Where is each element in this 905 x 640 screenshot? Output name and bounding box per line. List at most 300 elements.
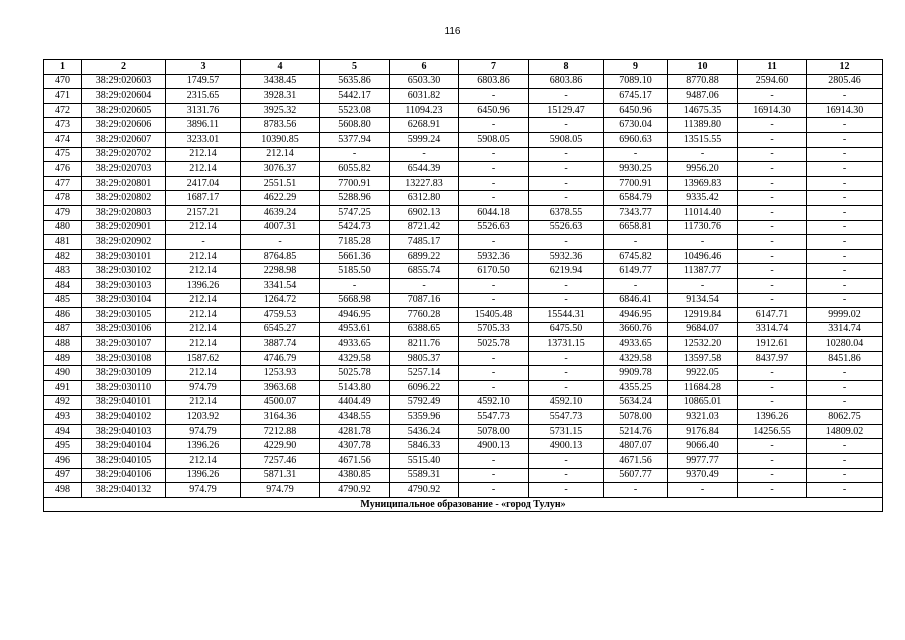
table-cell: 473 (44, 118, 82, 133)
table-cell: 5999.24 (390, 132, 459, 147)
table-row (44, 424, 883, 439)
table-cell: 6803.86 (529, 74, 604, 89)
table-cell: 4592.10 (459, 395, 529, 410)
table-cell: 6312.80 (390, 191, 459, 206)
table-row (44, 395, 883, 410)
table-cell: 2298.98 (241, 264, 320, 279)
table-row (44, 147, 883, 162)
table-cell: 7485.17 (390, 235, 459, 250)
table-cell: 5257.14 (390, 366, 459, 381)
table-cell: 11094.23 (390, 103, 459, 118)
table-cell: - (807, 454, 883, 469)
table-cell: 6745.82 (604, 249, 668, 264)
table-row (44, 220, 883, 235)
table-cell: 14675.35 (668, 103, 738, 118)
table-cell: 495 (44, 439, 82, 454)
table-cell: 38:29:020902 (82, 235, 166, 250)
table-cell: 3233.01 (166, 132, 241, 147)
table-cell: 212.14 (166, 220, 241, 235)
table-cell: 3076.37 (241, 162, 320, 177)
table-cell: - (390, 147, 459, 162)
table-cell: - (807, 220, 883, 235)
table-cell: 9922.05 (668, 366, 738, 381)
table-cell: 5747.25 (320, 205, 390, 220)
table-cell: 4592.10 (529, 395, 604, 410)
table-cell: 38:29:020606 (82, 118, 166, 133)
table-cell: 10280.04 (807, 337, 883, 352)
table-cell: 9487.06 (668, 89, 738, 104)
table-cell: 7089.10 (604, 74, 668, 89)
column-header: 8 (529, 60, 604, 75)
table-cell: 478 (44, 191, 82, 206)
table-cell: - (807, 89, 883, 104)
table-cell: 1587.62 (166, 351, 241, 366)
table-cell: 9066.40 (668, 439, 738, 454)
table-cell: 6902.13 (390, 205, 459, 220)
table-row (44, 439, 883, 454)
table-cell: - (459, 235, 529, 250)
table-row (44, 410, 883, 425)
table-cell: 14256.55 (738, 424, 807, 439)
table-cell: 4229.90 (241, 439, 320, 454)
table-cell: 5359.96 (390, 410, 459, 425)
table-cell: 212.14 (166, 395, 241, 410)
table-cell: 1203.92 (166, 410, 241, 425)
table-cell: - (529, 454, 604, 469)
table-cell: 487 (44, 322, 82, 337)
table-cell: 491 (44, 381, 82, 396)
table-cell: 8764.85 (241, 249, 320, 264)
table-cell: 6450.96 (604, 103, 668, 118)
table-cell: - (529, 118, 604, 133)
table-cell: 6855.74 (390, 264, 459, 279)
table-cell: 38:29:020604 (82, 89, 166, 104)
table-cell: - (807, 468, 883, 483)
table-cell: 11387.77 (668, 264, 738, 279)
table-cell: 4807.07 (604, 439, 668, 454)
table-cell: 5661.36 (320, 249, 390, 264)
table-cell: 4790.92 (390, 483, 459, 498)
table-cell: - (807, 205, 883, 220)
table-row (44, 366, 883, 381)
table-cell: - (529, 351, 604, 366)
table-cell: 8721.42 (390, 220, 459, 235)
table-row (44, 483, 883, 498)
table-cell: 38:29:040105 (82, 454, 166, 469)
table-cell: 6147.71 (738, 308, 807, 323)
table-cell: 974.79 (166, 381, 241, 396)
table-cell: 4933.65 (320, 337, 390, 352)
table-cell: 4329.58 (604, 351, 668, 366)
table-cell: - (807, 235, 883, 250)
table-cell: 12532.20 (668, 337, 738, 352)
table-cell: 38:29:020702 (82, 147, 166, 162)
table-cell: 9930.25 (604, 162, 668, 177)
table-cell: 9909.78 (604, 366, 668, 381)
table-cell: 4348.55 (320, 410, 390, 425)
table-cell: 472 (44, 103, 82, 118)
table-row (44, 132, 883, 147)
table-cell: - (807, 381, 883, 396)
table-cell: 4946.95 (320, 308, 390, 323)
table-row (44, 322, 883, 337)
table-cell: 9321.03 (668, 410, 738, 425)
table-row (44, 454, 883, 469)
table-row (44, 191, 883, 206)
table-cell: 2417.04 (166, 176, 241, 191)
footer-row (44, 497, 883, 512)
table-cell: 6899.22 (390, 249, 459, 264)
table-cell: 38:29:030105 (82, 308, 166, 323)
table-cell: 6658.81 (604, 220, 668, 235)
table-cell: 494 (44, 424, 82, 439)
table-cell: 5377.94 (320, 132, 390, 147)
table-cell: - (807, 264, 883, 279)
table-cell: 1253.93 (241, 366, 320, 381)
table-cell: 8062.75 (807, 410, 883, 425)
table-cell: 38:29:020605 (82, 103, 166, 118)
table-cell: 38:29:030104 (82, 293, 166, 308)
table-cell: 486 (44, 308, 82, 323)
table-row (44, 468, 883, 483)
table-cell: 38:29:040132 (82, 483, 166, 498)
table-cell: 1912.61 (738, 337, 807, 352)
table-cell: - (459, 293, 529, 308)
table-cell: - (529, 89, 604, 104)
table-cell: 5442.17 (320, 89, 390, 104)
table-cell: 212.14 (166, 337, 241, 352)
table-cell: 5523.08 (320, 103, 390, 118)
table-cell: - (738, 366, 807, 381)
data-table (43, 59, 883, 512)
table-cell: 5025.78 (320, 366, 390, 381)
table-cell: 10865.01 (668, 395, 738, 410)
table-cell: 38:29:040101 (82, 395, 166, 410)
table-cell: - (459, 176, 529, 191)
table-cell: 6544.39 (390, 162, 459, 177)
table-cell: 9805.37 (390, 351, 459, 366)
table-row (44, 89, 883, 104)
table-cell: - (320, 147, 390, 162)
table-cell: 3164.36 (241, 410, 320, 425)
table-cell: 13731.15 (529, 337, 604, 352)
table-cell: 489 (44, 351, 82, 366)
table-cell: 6745.17 (604, 89, 668, 104)
table-cell: 5668.98 (320, 293, 390, 308)
table-cell: - (738, 454, 807, 469)
table-cell: 5792.49 (390, 395, 459, 410)
footer-title: Муниципальное образование - «город Тулун» (44, 497, 883, 512)
table-cell: 9999.02 (807, 308, 883, 323)
table-cell: - (390, 278, 459, 293)
column-header: 5 (320, 60, 390, 75)
table-cell: 38:29:030109 (82, 366, 166, 381)
table-cell: 493 (44, 410, 82, 425)
table-cell: 38:29:030107 (82, 337, 166, 352)
table-cell: 3928.31 (241, 89, 320, 104)
table-cell: 6503.30 (390, 74, 459, 89)
table-cell: - (738, 381, 807, 396)
table-cell: 2805.46 (807, 74, 883, 89)
table-cell: 8770.88 (668, 74, 738, 89)
table-cell: - (807, 366, 883, 381)
table-cell: 212.14 (166, 147, 241, 162)
table-cell: 4007.31 (241, 220, 320, 235)
table-cell: 1396.26 (166, 468, 241, 483)
table-cell: 38:29:020802 (82, 191, 166, 206)
table-cell: 8783.56 (241, 118, 320, 133)
table-cell: 38:29:030108 (82, 351, 166, 366)
table-cell: - (529, 162, 604, 177)
table-cell: 5078.00 (604, 410, 668, 425)
table-cell: 11684.28 (668, 381, 738, 396)
table-cell: 15405.48 (459, 308, 529, 323)
table-cell: - (668, 235, 738, 250)
table-cell: 6545.27 (241, 322, 320, 337)
table-cell: 974.79 (166, 483, 241, 498)
table-cell: 15544.31 (529, 308, 604, 323)
table-body (44, 74, 883, 497)
table-cell: 38:29:040103 (82, 424, 166, 439)
table-cell: - (738, 205, 807, 220)
table-cell: - (807, 249, 883, 264)
table-cell: 5731.15 (529, 424, 604, 439)
table-cell: - (529, 278, 604, 293)
table-cell: 4953.61 (320, 322, 390, 337)
header-row (44, 60, 883, 75)
table-cell: 5143.80 (320, 381, 390, 396)
table-cell: 498 (44, 483, 82, 498)
table-cell: 492 (44, 395, 82, 410)
table-cell: - (604, 235, 668, 250)
table-cell: 2157.21 (166, 205, 241, 220)
table-cell: 212.14 (166, 249, 241, 264)
table-cell: - (320, 278, 390, 293)
table-cell: 6149.77 (604, 264, 668, 279)
table-cell: 9370.49 (668, 468, 738, 483)
table-cell: - (529, 381, 604, 396)
table-cell: 1749.57 (166, 74, 241, 89)
table-cell: - (738, 220, 807, 235)
table-cell: - (738, 439, 807, 454)
column-header: 3 (166, 60, 241, 75)
table-cell: 4639.24 (241, 205, 320, 220)
table-cell: - (738, 235, 807, 250)
table-cell: 2315.65 (166, 89, 241, 104)
table-cell: - (807, 293, 883, 308)
table-cell: 6960.63 (604, 132, 668, 147)
table-cell: - (459, 278, 529, 293)
table-cell: 3314.74 (738, 322, 807, 337)
table-cell: 479 (44, 205, 82, 220)
table-cell: 5705.33 (459, 322, 529, 337)
column-header: 4 (241, 60, 320, 75)
table-cell: 7343.77 (604, 205, 668, 220)
table-cell: 5526.63 (459, 220, 529, 235)
table-cell: 3896.11 (166, 118, 241, 133)
table-cell: 488 (44, 337, 82, 352)
table-cell: - (668, 278, 738, 293)
table-cell: 15129.47 (529, 103, 604, 118)
table-cell: 5908.05 (459, 132, 529, 147)
table-cell: - (738, 176, 807, 191)
table-row (44, 278, 883, 293)
page-number: 116 (444, 26, 461, 37)
table-row (44, 249, 883, 264)
column-header: 2 (82, 60, 166, 75)
table-cell: 5908.05 (529, 132, 604, 147)
table-cell: 9176.84 (668, 424, 738, 439)
table-cell: 212.14 (166, 308, 241, 323)
table-cell: 3341.54 (241, 278, 320, 293)
table-cell: - (459, 483, 529, 498)
table-cell: 5607.77 (604, 468, 668, 483)
table-cell: 4281.78 (320, 424, 390, 439)
table-cell: 6055.82 (320, 162, 390, 177)
table-cell: - (529, 468, 604, 483)
table-cell: 2551.51 (241, 176, 320, 191)
table-cell: - (668, 483, 738, 498)
table-cell: - (529, 147, 604, 162)
table-cell: - (529, 191, 604, 206)
table-cell: 38:29:030106 (82, 322, 166, 337)
table-cell: 974.79 (166, 424, 241, 439)
column-header: 11 (738, 60, 807, 75)
table-cell: - (241, 235, 320, 250)
table-cell: - (604, 147, 668, 162)
table-cell: 5634.24 (604, 395, 668, 410)
table-cell: 38:29:030103 (82, 278, 166, 293)
table-cell: - (459, 366, 529, 381)
table-cell: 38:29:020703 (82, 162, 166, 177)
table-cell: - (529, 235, 604, 250)
table-cell: 6803.86 (459, 74, 529, 89)
table-cell: - (529, 176, 604, 191)
table-cell: 9956.20 (668, 162, 738, 177)
column-header: 12 (807, 60, 883, 75)
table-row (44, 293, 883, 308)
table-cell: - (807, 147, 883, 162)
table-cell: 8451.86 (807, 351, 883, 366)
table-cell: 38:29:020801 (82, 176, 166, 191)
table-cell: 3660.76 (604, 322, 668, 337)
table-cell: 12919.84 (668, 308, 738, 323)
table-cell: 1396.26 (166, 278, 241, 293)
table-cell: 212.14 (166, 162, 241, 177)
table-cell: 14809.02 (807, 424, 883, 439)
column-header: 6 (390, 60, 459, 75)
table-cell: - (807, 118, 883, 133)
table-cell: 9134.54 (668, 293, 738, 308)
table-cell: - (459, 351, 529, 366)
table-cell: 477 (44, 176, 82, 191)
table-cell: 38:29:020803 (82, 205, 166, 220)
table-cell: - (529, 366, 604, 381)
table-cell: - (807, 162, 883, 177)
table-cell: 2594.60 (738, 74, 807, 89)
table-cell: - (738, 162, 807, 177)
table-cell: 38:29:030102 (82, 264, 166, 279)
table-cell: 6846.41 (604, 293, 668, 308)
table-row (44, 205, 883, 220)
table-cell: 1687.17 (166, 191, 241, 206)
table-cell: 3314.74 (807, 322, 883, 337)
table-cell: 5608.80 (320, 118, 390, 133)
table-cell: - (807, 278, 883, 293)
table-cell: 4622.29 (241, 191, 320, 206)
table-cell: 5214.76 (604, 424, 668, 439)
table-row (44, 162, 883, 177)
table-cell: 16914.30 (738, 103, 807, 118)
table-cell: 3887.74 (241, 337, 320, 352)
table-cell: 5871.31 (241, 468, 320, 483)
table-cell: 11014.40 (668, 205, 738, 220)
table-cell: 5288.96 (320, 191, 390, 206)
table-cell: 7185.28 (320, 235, 390, 250)
table-cell: 38:29:040106 (82, 468, 166, 483)
table-cell: - (459, 147, 529, 162)
table-cell: 38:29:040104 (82, 439, 166, 454)
table-cell: - (668, 147, 738, 162)
table-cell: 7087.16 (390, 293, 459, 308)
table-cell: 1396.26 (166, 439, 241, 454)
table-cell: 4500.07 (241, 395, 320, 410)
table-cell: - (738, 132, 807, 147)
table-cell: - (459, 162, 529, 177)
table-cell: 5185.50 (320, 264, 390, 279)
table-cell: 3925.32 (241, 103, 320, 118)
table-cell: 474 (44, 132, 82, 147)
table-cell: 496 (44, 454, 82, 469)
table-cell: - (738, 191, 807, 206)
table-cell: 3131.76 (166, 103, 241, 118)
table-row (44, 381, 883, 396)
table-cell: 4900.13 (529, 439, 604, 454)
table-cell: 5424.73 (320, 220, 390, 235)
table-cell: 490 (44, 366, 82, 381)
table-cell: - (604, 483, 668, 498)
table-cell: 5547.73 (529, 410, 604, 425)
column-header: 10 (668, 60, 738, 75)
table-cell: 6170.50 (459, 264, 529, 279)
table-cell: - (459, 454, 529, 469)
column-header: 7 (459, 60, 529, 75)
table-cell: 4746.79 (241, 351, 320, 366)
table-cell: - (459, 381, 529, 396)
table-cell: 11730.76 (668, 220, 738, 235)
table-cell: 9335.42 (668, 191, 738, 206)
table-cell: 3438.45 (241, 74, 320, 89)
table-cell: 9977.77 (668, 454, 738, 469)
table-cell: - (807, 439, 883, 454)
table-cell: 480 (44, 220, 82, 235)
table-cell: 5589.31 (390, 468, 459, 483)
table-cell: 475 (44, 147, 82, 162)
table-cell: 38:29:030110 (82, 381, 166, 396)
table-cell: 7700.91 (320, 176, 390, 191)
table-cell: 1264.72 (241, 293, 320, 308)
table-cell: 4671.56 (604, 454, 668, 469)
table-cell: - (529, 293, 604, 308)
table-row (44, 351, 883, 366)
table-row (44, 308, 883, 323)
table-cell: - (807, 395, 883, 410)
table-cell: 38:29:020901 (82, 220, 166, 235)
table-row (44, 74, 883, 89)
table-cell: 212.14 (166, 366, 241, 381)
table-cell: 212.14 (241, 147, 320, 162)
table-cell: 481 (44, 235, 82, 250)
